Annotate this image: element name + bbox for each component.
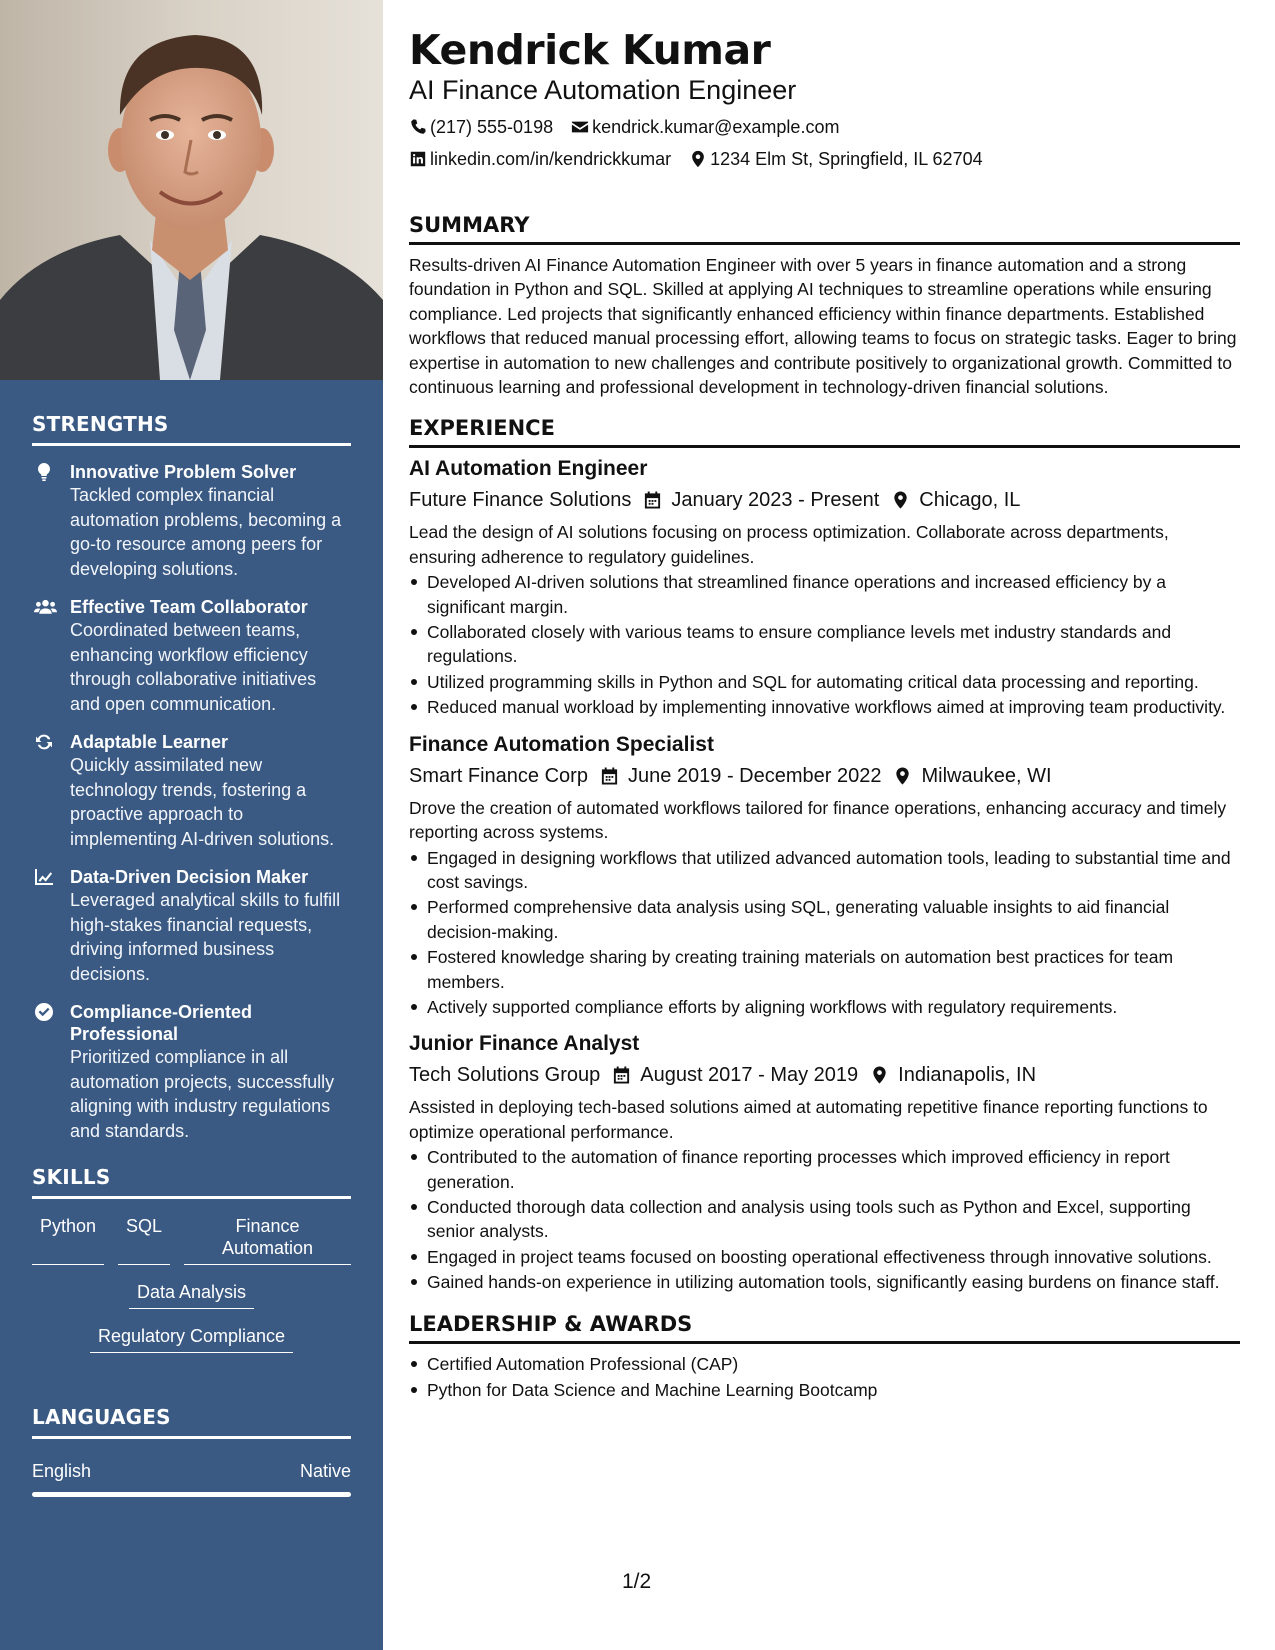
job-location: Milwaukee, WI <box>921 764 1052 787</box>
strength-item <box>32 866 351 986</box>
language-level: Native <box>299 1461 351 1481</box>
skill-tag: Python <box>32 1211 104 1265</box>
job-meta <box>409 1062 1240 1088</box>
job-company: Future Finance Solutions <box>409 489 632 512</box>
job-company: Smart Finance Corp <box>409 764 588 787</box>
list-item: Developed AI-driven solutions that streamlined finance operations and increased efficiency by a significant margin. <box>409 570 1240 619</box>
strength-item <box>32 1001 351 1143</box>
candidate-title: AI Finance Automation Engineer <box>409 75 797 105</box>
job-bullets <box>409 570 1240 719</box>
job-title: Finance Automation Specialist <box>409 732 714 756</box>
skills-heading: SKILLS <box>32 1165 351 1199</box>
language-name: English <box>32 1461 92 1481</box>
strength-title: Effective Team Collaborator <box>70 597 308 617</box>
list-item: Python for Data Science and Machine Learning Bootcamp <box>409 1378 1240 1402</box>
summary-heading: SUMMARY <box>409 212 1240 245</box>
job-company: Tech Solutions Group <box>409 1064 601 1087</box>
language-item <box>32 1461 351 1482</box>
list-item: Certified Automation Professional (CAP) <box>409 1352 1240 1376</box>
strength-item <box>32 596 351 716</box>
job-dates: January 2023 - Present <box>671 489 880 512</box>
summary-text: Results-driven AI Finance Automation Engineer with over 5 years in finance automation and a strong foundation in Python and SQL. Skilled at applying AI techniques to streamline operations while ensuring compliance. Led projects that significantly enhanced efficiency within finance departments. Established workflows that reduced manual processing effort, allowing teams to focus on strategic tasks. Eager to bring expertise in automation to new challenges and contribute positively to organizational growth. Committed to continuous learning and professional development in technology-driven financial solutions. <box>409 255 1237 398</box>
job-meta <box>409 763 1240 789</box>
strength-title: Compliance-Oriented Professional <box>70 1002 253 1044</box>
strength-desc: Tackled complex financial automation problems, becoming a go-to resource among peers for developing solutions. <box>70 485 342 579</box>
awards-heading: LEADERSHIP & AWARDS <box>409 1311 1240 1344</box>
map-marker-icon <box>891 490 910 510</box>
job-title: Junior Finance Analyst <box>409 1032 640 1056</box>
skill-tag: SQL <box>118 1211 170 1265</box>
list-item: Fostered knowledge sharing by creating training materials on automation best practices for team members. <box>409 945 1240 994</box>
job-description: Lead the design of AI solutions focusing on process optimization. Collaborate across departments, ensuring adherence to regulatory guidelines. <box>409 522 1169 567</box>
skill-tag: Finance Automation <box>184 1211 351 1265</box>
list-item: Collaborated closely with various teams to ensure compliance levels met industry standards and regulations. <box>409 620 1240 669</box>
experience-heading: EXPERIENCE <box>409 415 1240 448</box>
candidate-name: Kendrick Kumar <box>409 26 771 74</box>
job-entry <box>409 456 1240 719</box>
contact-address <box>689 147 983 171</box>
strength-item <box>32 731 351 851</box>
list-item: Utilized programming skills in Python and SQL for automating critical data processing and reporting. <box>409 670 1240 694</box>
map-marker-icon <box>870 1065 889 1085</box>
strength-desc: Leveraged analytical skills to fulfill high-stakes financial requests, driving informed business decisions. <box>70 890 341 984</box>
linkedin-text: linkedin.com/in/kendrickkumar <box>430 149 672 169</box>
list-item: Contributed to the automation of finance reporting processes which improved efficiency in report generation. <box>409 1145 1240 1194</box>
list-item: Reduced manual workload by implementing innovative workflows aimed at improving team productivity. <box>409 695 1240 719</box>
strength-title: Data-Driven Decision Maker <box>70 867 309 887</box>
contact-row <box>409 115 1240 139</box>
map-marker-icon <box>689 150 707 168</box>
languages-heading: LANGUAGES <box>32 1405 351 1439</box>
phone-icon <box>409 118 427 136</box>
contact-phone <box>409 115 553 139</box>
linkedin-icon <box>409 150 427 168</box>
skill-tag: Regulatory Compliance <box>90 1321 293 1353</box>
job-entry <box>409 1031 1240 1294</box>
profile-photo <box>0 0 383 380</box>
list-item: Actively supported compliance efforts by aligning workflows with regulatory requirements. <box>409 995 1240 1019</box>
strength-title: Adaptable Learner <box>70 732 229 752</box>
strength-item <box>32 461 351 581</box>
sidebar-content <box>32 412 351 1497</box>
contact-row <box>409 147 1240 171</box>
job-bullets <box>409 1145 1240 1294</box>
job-bullets <box>409 846 1240 1020</box>
job-meta <box>409 487 1240 513</box>
sync-icon <box>32 731 70 753</box>
strengths-heading: STRENGTHS <box>32 412 351 446</box>
list-item: Engaged in designing workflows that utilized advanced automation tools, leading to substantial time and cost savings. <box>409 846 1240 895</box>
job-location: Chicago, IL <box>919 489 1021 512</box>
list-item: Engaged in project teams focused on boosting operational effectiveness through innovative solutions. <box>409 1245 1240 1269</box>
job-dates: June 2019 - December 2022 <box>627 764 882 787</box>
chart-line-icon <box>32 866 70 888</box>
strength-desc: Quickly assimilated new technology trends, fostering a proactive approach to implementing AI-driven solutions. <box>70 755 335 849</box>
strength-desc: Coordinated between teams, enhancing workflow efficiency through collaborative initiatives and open communication. <box>70 620 317 714</box>
calendar-icon <box>643 490 662 510</box>
address-text: 1234 Elm St, Springfield, IL 62704 <box>710 149 983 169</box>
list-item: Gained hands-on experience in utilizing automation tools, significantly easing burdens on finance staff. <box>409 1270 1240 1294</box>
calendar-icon <box>612 1065 631 1085</box>
users-icon <box>32 596 70 618</box>
job-description: Drove the creation of automated workflows tailored for finance operations, enhancing accuracy and timely reporting across systems. <box>409 797 1227 843</box>
contact-email[interactable] <box>571 115 839 139</box>
main-content <box>409 0 1240 1402</box>
job-dates: August 2017 - May 2019 <box>640 1064 859 1087</box>
contact-linkedin[interactable] <box>409 147 671 171</box>
job-description: Assisted in deploying tech-based solutions aimed at automating repetitive finance reporting functions to optimize operational performance. <box>409 1097 1208 1142</box>
phone-text: (217) 555-0198 <box>430 117 554 137</box>
calendar-icon <box>600 766 619 786</box>
check-circle-icon <box>32 1001 70 1023</box>
job-location: Indianapolis, IN <box>898 1064 1037 1087</box>
page-number: 1/2 <box>622 1570 652 1593</box>
strength-title: Innovative Problem Solver <box>70 462 297 482</box>
job-entry <box>409 732 1240 1020</box>
awards-list <box>409 1352 1240 1403</box>
list-item: Conducted thorough data collection and analysis using tools such as Python and Excel, supporting senior analysts. <box>409 1195 1240 1244</box>
skill-tag: Data Analysis <box>129 1277 254 1309</box>
skills-list <box>32 1211 351 1353</box>
sidebar <box>0 0 383 1650</box>
map-marker-icon <box>893 766 912 786</box>
envelope-icon <box>571 118 589 136</box>
language-proficiency-bar <box>32 1492 351 1497</box>
strength-desc: Prioritized compliance in all automation projects, successfully aligning with industry regulations and standards. <box>70 1047 335 1141</box>
lightbulb-icon <box>32 461 70 483</box>
job-title: AI Automation Engineer <box>409 457 648 481</box>
list-item: Performed comprehensive data analysis using SQL, generating valuable insights to aid financial decision-making. <box>409 895 1240 944</box>
email-text: kendrick.kumar@example.com <box>592 117 840 137</box>
